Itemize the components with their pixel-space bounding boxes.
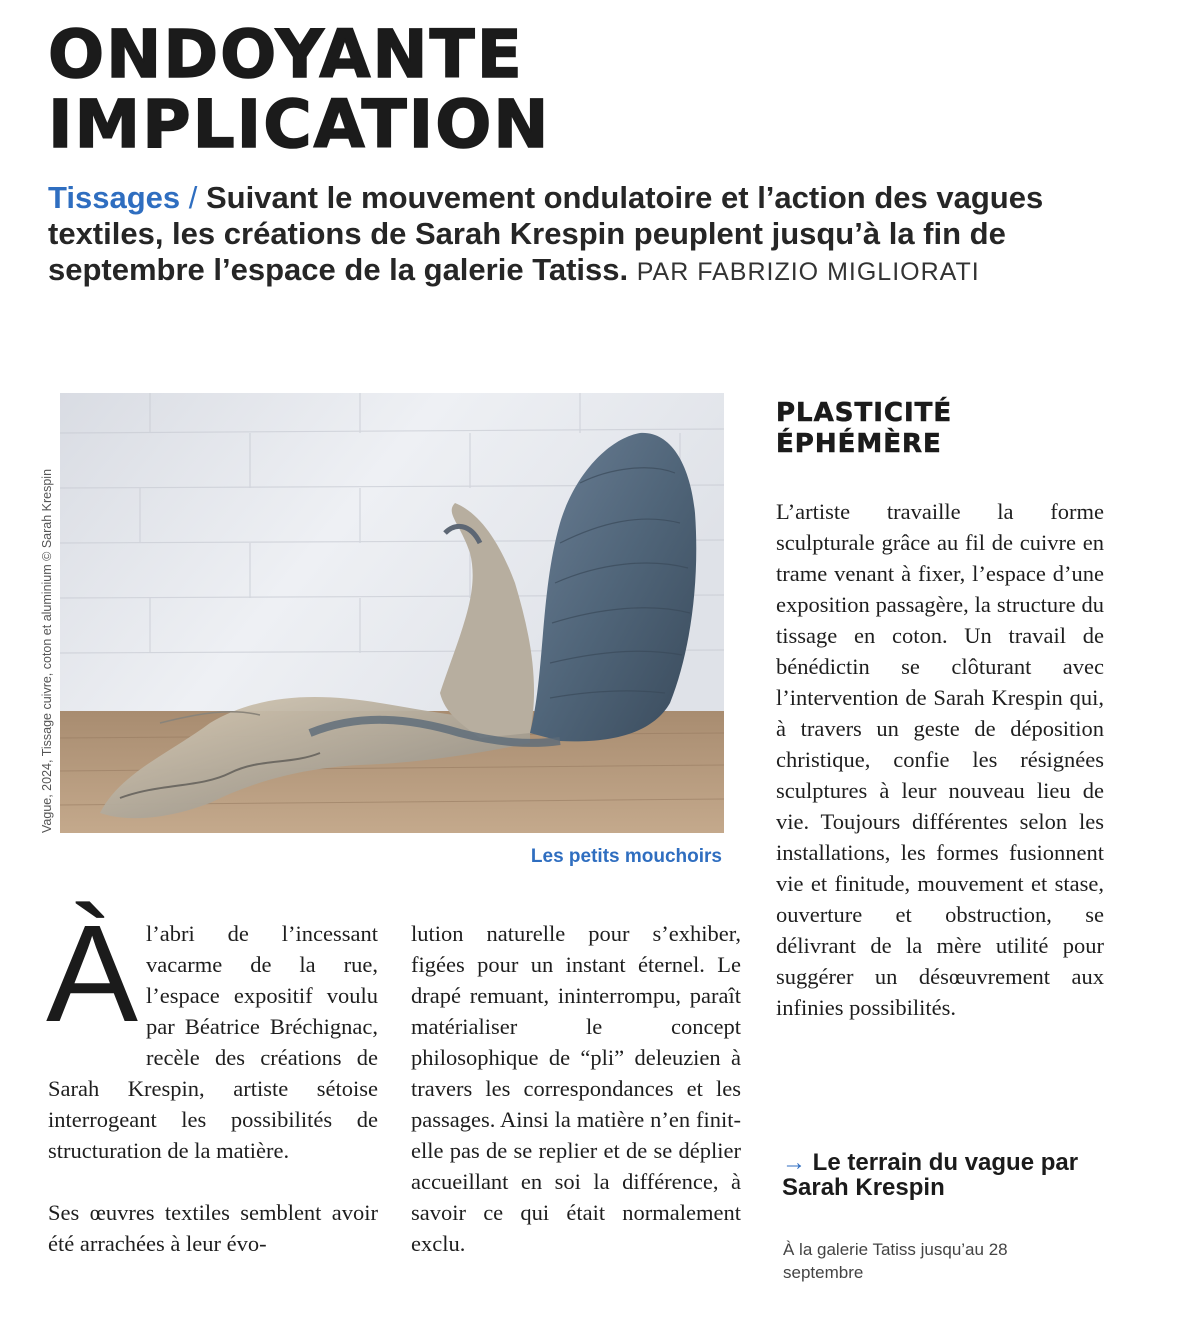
sidebar-subhead <box>776 398 952 460</box>
artwork-photo <box>60 393 724 833</box>
body-paragraph-2: Ses œuvres textiles semblent avoir été arrachées à leur évo- <box>48 1200 378 1256</box>
body-column-2 <box>411 918 741 1259</box>
photo-caption: Les petits mouchoirs <box>530 846 722 867</box>
standfirst-text: Suivant le mouvement ondulatoire et l’action des vagues textiles, les créations de Sarah Krespin peuplent jusqu’à la fin de septembre l’espace de la galerie Tatiss. <box>48 180 1044 287</box>
body-column-1 <box>46 897 378 1259</box>
body-paragraph-2-continued: lution naturelle pour s’exhiber, figées pour un instant éternel. Le drapé remuant, ininterrompu, paraît matérialiser le concept philosophique de “pli” deleuzien à travers les correspondances et les passages. Ainsi la matière n’en finit-elle pas de se replier et de se déplier accueillant en soi la différence, à savoir ce qui était normalement exclu. <box>411 921 741 1256</box>
body-paragraph-1 <box>46 897 378 1166</box>
drop-cap: À <box>46 897 139 1051</box>
sidebar-paragraph: L’artiste travaille la forme sculpturale grâce au fil de cuivre en trame venant à fixer, l’espace d’une exposition passagère, la structure du tissage en coton. Un travail de bénédictin se clôturant avec l’intervention de Sarah Krespin qui, à travers un geste de déposition christique, confie les résignées sculptures à leur nouveau lieu de vie. Toujours différentes selon les installations, les formes fusionnent vie et finitude, mouvement et stase, ouverture et obstruction, se délivrant de la mère utilité pour suggérer un désœuvrement aux infinies possibilités. <box>776 499 1104 1020</box>
body-paragraph-1-text: l’abri de l’incessant vacarme de la rue, l’espace expositif voulu par Béatrice Bréchignac, recèle des créations de Sarah Krespin, artiste sétoise interrogeant les possibilités de structuration de la matière. <box>48 921 378 1163</box>
photo-credit: Vague, 2024, Tissage cuivre, coton et aluminium © Sarah Krespin <box>40 468 54 833</box>
byline: PAR FABRIZIO MIGLIORATI <box>636 258 980 286</box>
arrow-right-icon: → <box>782 1149 806 1176</box>
headline-line-2: IMPLICATION <box>48 86 551 163</box>
exhibition-info-title <box>782 1150 1102 1200</box>
headline <box>48 16 551 163</box>
kicker-separator: / <box>180 180 206 215</box>
sidebar-subhead-line-2: ÉPHÉMÈRE <box>776 429 942 459</box>
headline-line-1: ONDOYANTE <box>48 16 524 93</box>
sidebar-column <box>776 496 1104 1023</box>
exhibition-dates: À la galerie Tatiss jusqu’au 28 septembre <box>783 1240 1008 1282</box>
section-kicker: Tissages <box>48 180 181 215</box>
sidebar-subhead-line-1: PLASTICITÉ <box>776 398 953 428</box>
standfirst <box>48 180 1128 290</box>
exhibition-title: Le terrain du vague par Sarah Krespin <box>782 1149 1079 1201</box>
